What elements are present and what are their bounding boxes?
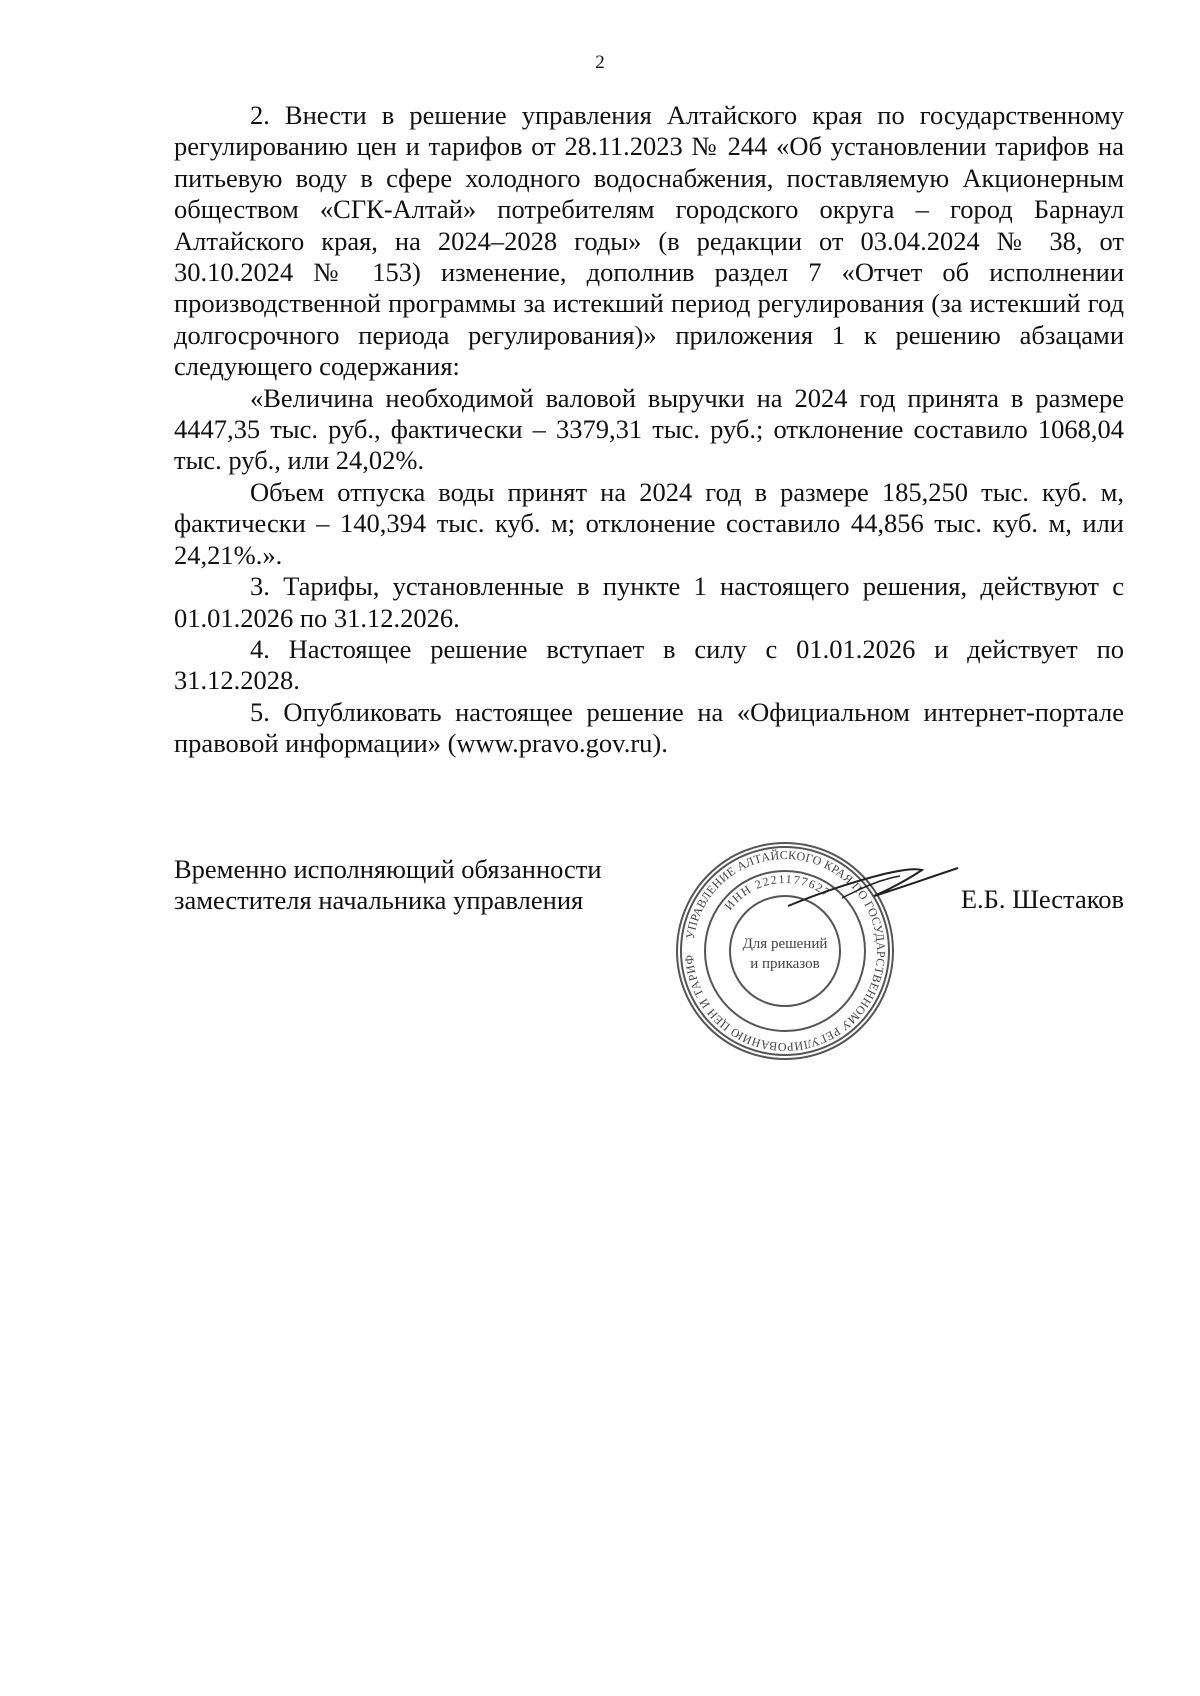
paragraph-quote-revenue: «Величина необходимой валовой выручки на 2024 год принята в размере 4447,35 тыс. руб., фактически – 3379,31 тыс. руб.; отклонение составило 1068,04 тыс. руб., или 24,02%. [174, 382, 1124, 476]
stamp-center-line-1: Для решений [742, 936, 828, 952]
stamp-center-line-2: и приказов [750, 956, 820, 972]
signatory-title-line-1: Временно исполняющий обязанности [174, 854, 602, 884]
paragraph-item-2: 2. Внести в решение управления Алтайского края по государственному регулированию цен и тарифов от 28.11.2023 № 244 «Об установлении тарифов на питьевую воду в сфере холодного водоснабжения, поставляемую Акционерным обществом «СГК-Алтай» потребителям городского округа – город Барнаул Алтайского края, на 2024–2028 годы» (в редакции от 03.04.2024 № 38, от 30.10.2024 № 153) изменение, дополнив раздел 7 «Отчет об исполнении производственной программы за истекший период регулирования (за истекший год долгосрочного периода регулирования)» приложения 1 к решению абзацами следующего содержания: [174, 100, 1124, 382]
document-body [174, 100, 1124, 760]
stamp-inn-text: ИНН 2221177627 [721, 871, 834, 913]
signatory-title-line-2: заместителя начальника управления [174, 885, 584, 915]
stamp-outer-text: УПРАВЛЕНИЕ АЛТАЙСКОГО КРАЯ ПО ГОСУДАРСТВЕННОМУ РЕГУЛИРОВАНИЮ ЦЕН И ТАРИФ [681, 847, 889, 1055]
paragraph-item-3: 3. Тарифы, установленные в пункте 1 настоящего решения, действуют с 01.01.2026 по 31.12.2026. [174, 571, 1124, 633]
signatory-name: Е.Б. Шестаков [960, 884, 1124, 914]
signature-stroke-icon [782, 858, 962, 928]
page-number: 2 [595, 52, 605, 73]
handwritten-signature [782, 858, 962, 933]
paragraph-item-4: 4. Настоящее решение вступает в силу с 01.01.2026 и действует по 31.12.2028. [174, 633, 1124, 696]
paragraph-quote-volume: Объем отпуска воды принят на 2024 год в размере 185,250 тыс. куб. м, фактически – 140,394 тыс. куб. м; отклонение составило 44,856 тыс. куб. м, или 24,21%.». [174, 476, 1124, 570]
signatory-title [174, 854, 602, 916]
paragraph-item-5: 5. Опубликовать настоящее решение на «Официальном интернет-портале правовой информации» (www.pravo.gov.ru). [174, 696, 1124, 759]
